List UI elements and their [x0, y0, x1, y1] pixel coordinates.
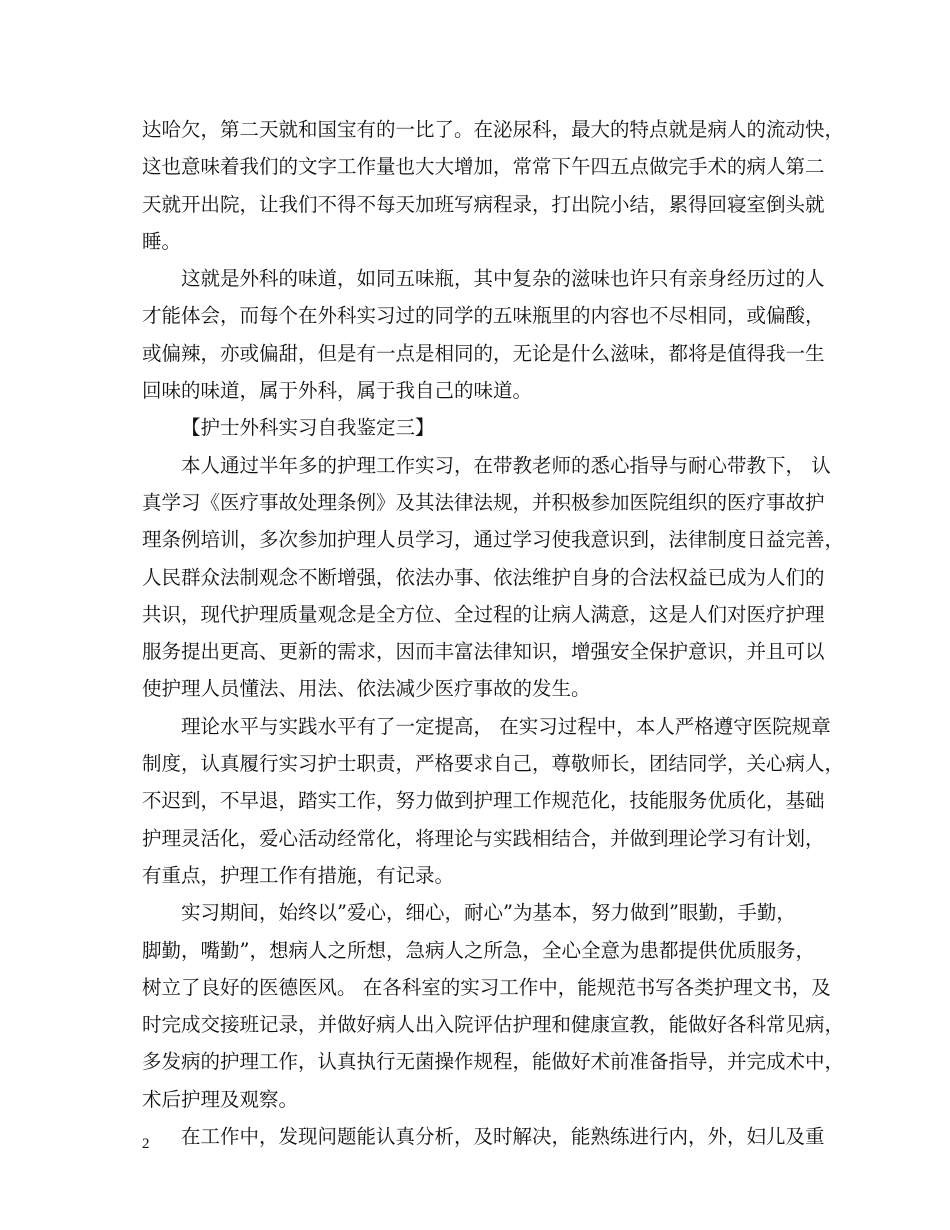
text-line: 这也意味着我们的文字工作量也大大增加，常常下午四五点做完手术的病人第二 [142, 155, 825, 179]
text-line: 或偏辣，亦或偏甜，但是有一点是相同的，无论是什么滋味，都将是值得我一生 [142, 341, 825, 365]
text-line: 回味的味道，属于外科，属于我自己的味道。 [142, 379, 533, 403]
page-number: 2 [142, 1136, 150, 1152]
text-line: 在工作中，发现问题能认真分析，及时解决，能熟练进行内，外，妇儿及重 [181, 1125, 825, 1149]
text-line: 术后护理及观察。 [142, 1087, 299, 1111]
text-line: 时完成交接班记录，并做好病人出入院评估护理和健康宣教，能做好各科常见病， [142, 1013, 845, 1037]
text-line: 共识，现代护理质量观念是全方位、全过程的让病人满意，这是人们对医疗护理 [142, 602, 825, 626]
text-line: 人民群众法制观念不断增强，依法办事、依法维护自身的合法权益已成为人们的 [142, 565, 825, 589]
text-line: 实习期间，始终以”爱心，细心，耐心”为基本，努力做到”眼勤，手勤， [181, 901, 796, 925]
text-line: 【护士外科实习自我鉴定三】 [181, 416, 435, 440]
text-line: 真学习《医疗事故处理条例》及其法律法规，并积极参加医院组织的医疗事故护 [142, 490, 825, 514]
text-line: 睡。 [142, 229, 182, 253]
text-line: 有重点，护理工作有措施，有记录。 [142, 863, 455, 887]
text-line: 脚勤，嘴勤”，想病人之所想，急病人之所急，全心全意为患都提供优质服务， [142, 938, 815, 962]
text-line: 达哈欠，第二天就和国宝有的一比了。在泌尿科，最大的特点就是病人的流动快， [142, 118, 845, 141]
document-body [142, 111, 845, 1155]
text-line: 护理灵活化，爱心活动经常化，将理论与实践相结合，并做到理论学习有计划， [142, 826, 825, 850]
text-line: 理条例培训，多次参加护理人员学习，通过学习使我意识到，法律制度日益完善， [142, 528, 845, 552]
text-line: 天就开出院，让我们不得不每天加班写病程录，打出院小结，累得回寝室倒头就 [142, 192, 825, 216]
text-line: 本人通过半年多的护理工作实习，在带教老师的悉心指导与耐心带教下， 认 [181, 453, 831, 477]
text-line: 使护理人员懂法、用法、依法减少医疗事故的发生。 [142, 677, 591, 701]
text-line: 服务提出更高、更新的需求，因而丰富法律知识，增强安全保护意识，并且可以 [142, 640, 825, 664]
text-line: 才能体会，而每个在外科实习过的同学的五味瓶里的内容也不尽相同，或偏酸， [142, 304, 825, 328]
text-line: 制度，认真履行实习护士职责，严格要求自己，尊敬师长，团结同学，关心病人， [142, 752, 845, 776]
text-line: 这就是外科的味道，如同五味瓶，其中复杂的滋味也许只有亲身经历过的人 [181, 267, 825, 291]
text-line: 不迟到，不早退，踏实工作，努力做到护理工作规范化，技能服务优质化，基础 [142, 789, 825, 813]
text-line: 树立了良好的医德医风。 在各科室的实习工作中，能规范书写各类护理文书，及 [142, 975, 831, 999]
text-line: 多发病的护理工作，认真执行无菌操作规程，能做好术前准备指导，并完成术中， [142, 1050, 845, 1074]
text-line: 理论水平与实践水平有了一定提高， 在实习过程中，本人严格遵守医院规章 [181, 714, 831, 738]
